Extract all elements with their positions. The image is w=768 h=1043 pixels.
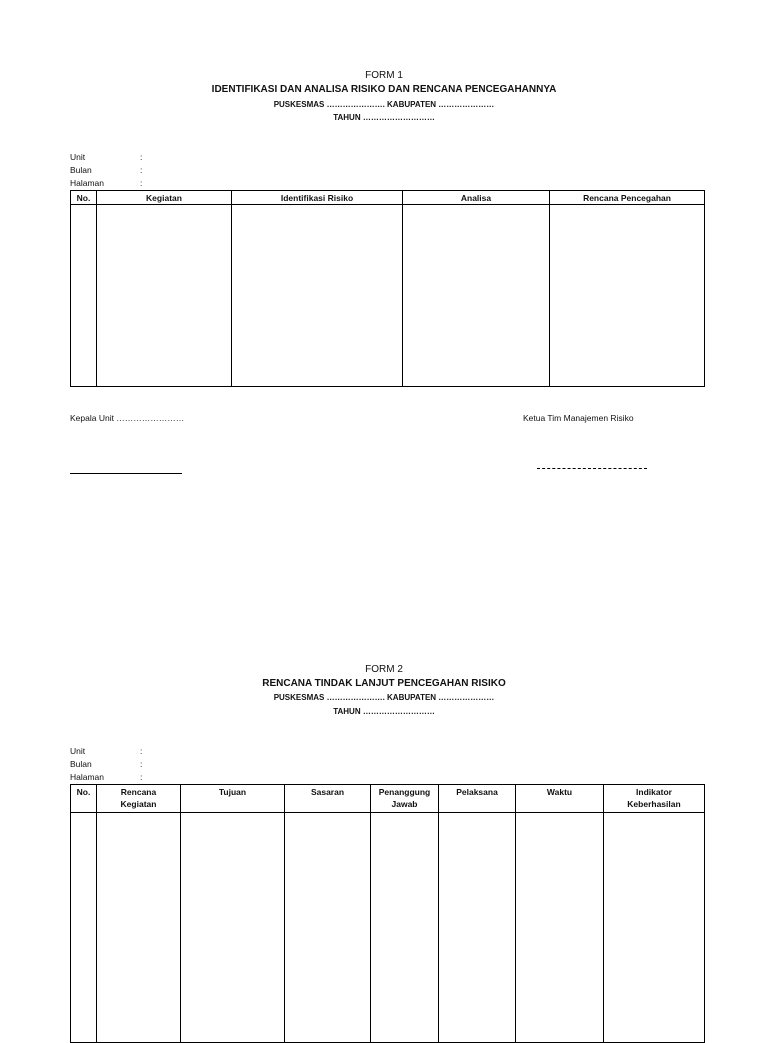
- form1-label: FORM 1: [365, 70, 403, 81]
- form1-signature-left-label: Kepala Unit ……………………: [70, 413, 185, 423]
- meta-colon: :: [140, 746, 143, 756]
- form2-meta: [70, 745, 143, 784]
- table-cell[interactable]: [181, 813, 285, 1043]
- meta-label: Halaman: [70, 772, 105, 782]
- form2-title: RENCANA TINDAK LANJUT PENCEGAHAN RISIKO: [262, 678, 506, 689]
- form1-meta-unit: [70, 151, 143, 164]
- col-header-sasaran: Sasaran: [285, 785, 371, 813]
- form1-signature-right-line: [537, 468, 647, 469]
- form2-meta-bulan: [70, 758, 143, 771]
- table-cell[interactable]: [550, 205, 705, 387]
- col-header-rencana-pencegahan: Rencana Pencegahan: [550, 191, 705, 205]
- form1-meta-halaman: [70, 177, 143, 190]
- col-header-pelaksana: Pelaksana: [439, 785, 516, 813]
- col-header-analisa: Analisa: [403, 191, 550, 205]
- meta-colon: :: [140, 772, 143, 782]
- form2-tahun-line: TAHUN ………………………: [333, 707, 435, 716]
- table-cell[interactable]: [516, 813, 604, 1043]
- meta-colon: :: [140, 165, 143, 175]
- col-header-tujuan: Tujuan: [181, 785, 285, 813]
- form2-table-header: [71, 785, 705, 813]
- form2-table-body-row: [71, 813, 705, 1043]
- form2-puskesmas-line: PUSKESMAS …………………. KABUPATEN …………………: [273, 693, 495, 702]
- table-cell[interactable]: [232, 205, 403, 387]
- table-cell[interactable]: [97, 813, 181, 1043]
- meta-label: Unit: [70, 152, 86, 162]
- table-cell[interactable]: [604, 813, 705, 1043]
- meta-label: Bulan: [70, 165, 92, 175]
- table-cell[interactable]: [371, 813, 439, 1043]
- form2-table: [70, 784, 705, 1043]
- col-header-penanggung-jawab: Penanggung Jawab: [371, 785, 439, 813]
- form1-title: IDENTIFIKASI DAN ANALISA RISIKO DAN RENCANA PENCEGAHANNYA: [211, 84, 557, 95]
- col-header-kegiatan: Kegiatan: [97, 191, 232, 205]
- col-header-no: No.: [71, 191, 97, 205]
- table-cell[interactable]: [97, 205, 232, 387]
- form1-table-header: [71, 191, 705, 205]
- form2-meta-unit: [70, 745, 143, 758]
- form1-table: [70, 190, 705, 387]
- meta-colon: :: [140, 759, 143, 769]
- form1-signature-right-label: Ketua Tim Manajemen Risiko: [523, 413, 634, 423]
- form1-puskesmas-line: PUSKESMAS …………………. KABUPATEN …………………: [273, 100, 495, 109]
- meta-colon: :: [140, 178, 143, 188]
- form1-tahun-line: TAHUN ………………………: [333, 113, 435, 122]
- table-cell[interactable]: [71, 813, 97, 1043]
- table-cell[interactable]: [71, 205, 97, 387]
- form2-label: FORM 2: [365, 664, 403, 675]
- meta-label: Halaman: [70, 178, 105, 188]
- col-header-no: No.: [71, 785, 97, 813]
- meta-label: Bulan: [70, 759, 92, 769]
- table-cell[interactable]: [439, 813, 516, 1043]
- form1-table-body-row: [71, 205, 705, 387]
- meta-label: Unit: [70, 746, 86, 756]
- form2-meta-halaman: [70, 771, 143, 784]
- form1-signature-left-line: [70, 473, 182, 474]
- col-header-waktu: Waktu: [516, 785, 604, 813]
- form1-meta-bulan: [70, 164, 143, 177]
- form1-meta: [70, 151, 143, 190]
- meta-colon: :: [140, 152, 143, 162]
- col-header-rencana-kegiatan: Rencana Kegiatan: [97, 785, 181, 813]
- col-header-indikator-keberhasilan: Indikator Keberhasilan: [604, 785, 705, 813]
- table-cell[interactable]: [285, 813, 371, 1043]
- col-header-identifikasi-risiko: Identifikasi Risiko: [232, 191, 403, 205]
- table-cell[interactable]: [403, 205, 550, 387]
